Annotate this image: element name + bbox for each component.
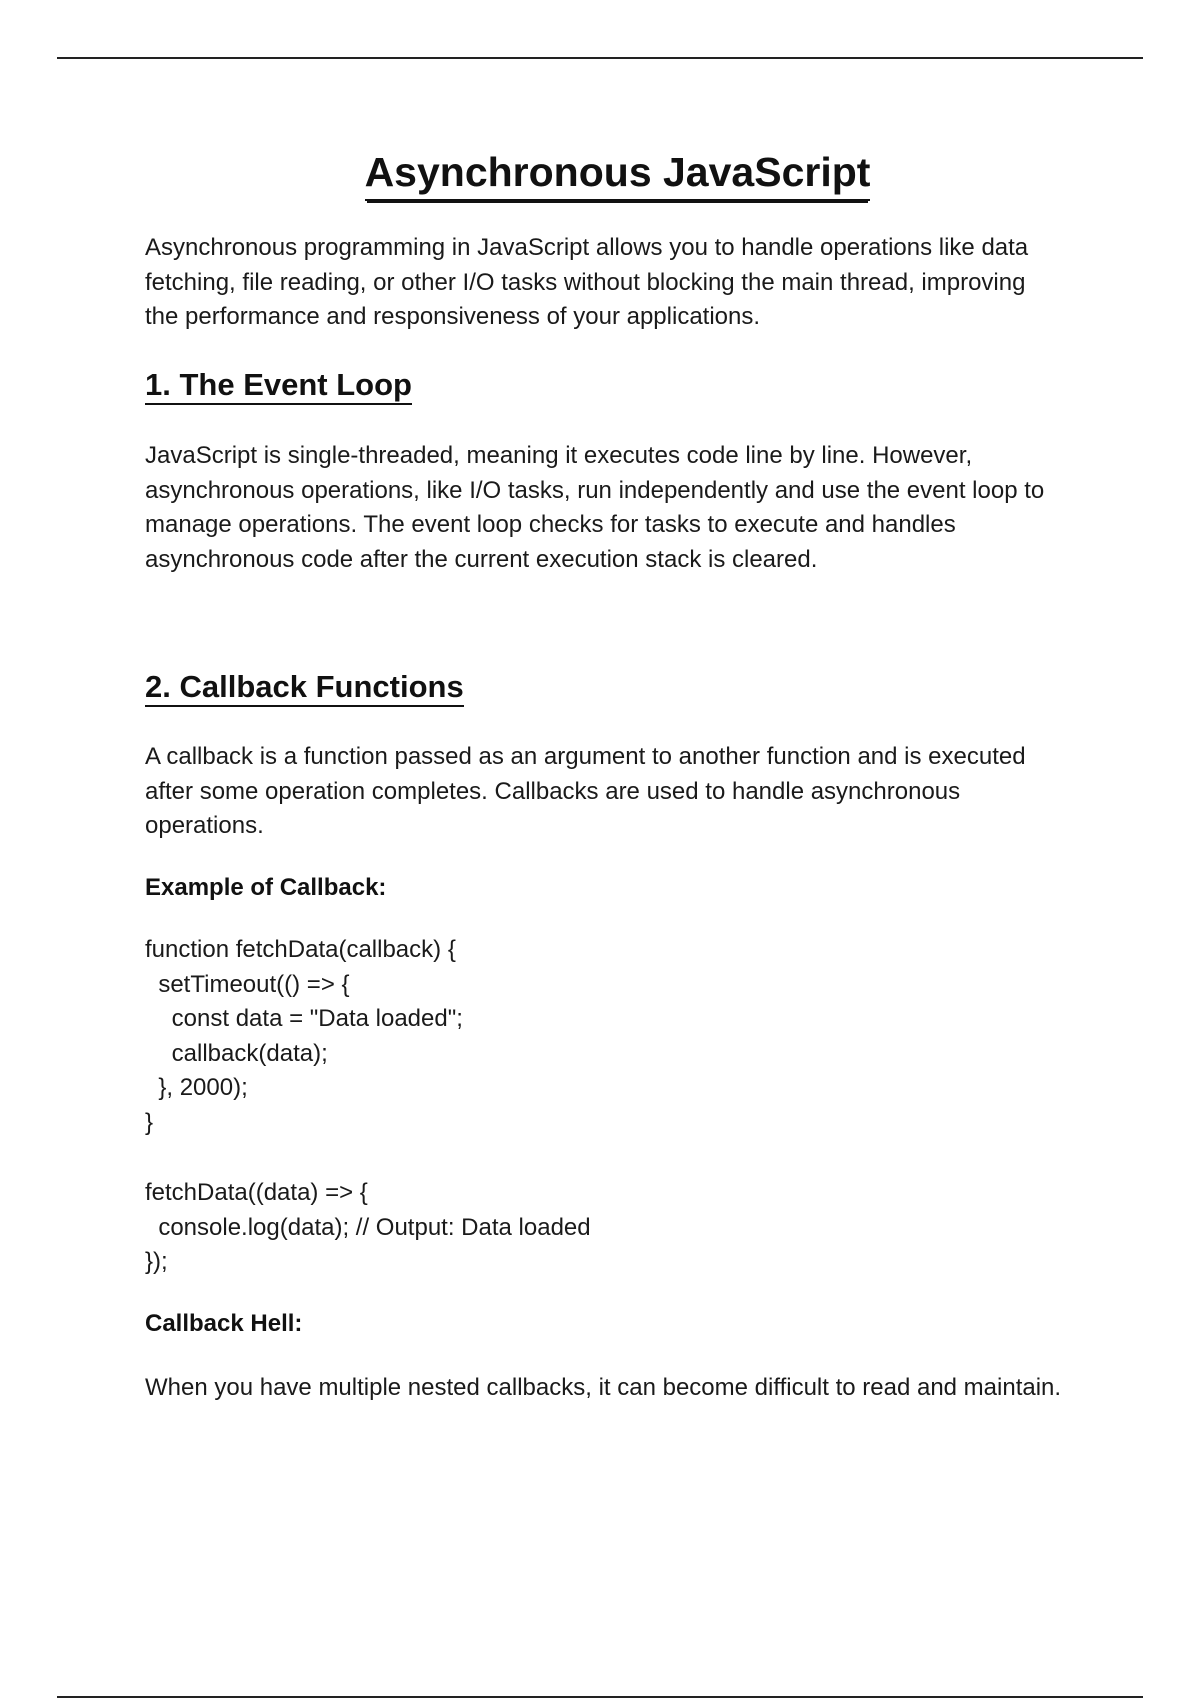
intro-paragraph-container	[145, 231, 1065, 335]
event-loop-paragraph: JavaScript is single-threaded, meaning it executes code line by line. However, asynchronous operations, like I/O tasks, run independently and use the event loop to manage operations. The event loop checks for tasks to execute and handles asynchronous code after the current execution stack is cleared.	[145, 442, 1045, 573]
header-rule	[57, 57, 1143, 59]
section-heading-event-loop: 1. The Event Loop	[145, 366, 1065, 403]
section-callbacks-body-container	[145, 740, 1065, 844]
example-label: Example of Callback:	[145, 874, 387, 901]
callback-hell-paragraph: When you have multiple nested callbacks, it can become difficult to read and maintain.	[145, 1374, 1062, 1401]
section-event-loop-heading-container	[145, 366, 1065, 403]
code-block-fetchdata-definition: function fetchData(callback) { setTimeout(() => { const data = "Data loaded"; callback(data); }, 2000); }	[145, 936, 463, 1136]
section-heading-callbacks: 2. Callback Functions	[145, 668, 1065, 705]
callback-hell-body-container	[145, 1371, 1065, 1406]
page-title-text: Asynchronous JavaScript	[365, 148, 871, 201]
code-block-2-container	[145, 1176, 1065, 1280]
callback-hell-label-container	[145, 1307, 1065, 1341]
section-callbacks-heading-container	[145, 668, 1065, 705]
callback-hell-label: Callback Hell:	[145, 1310, 303, 1337]
intro-paragraph: Asynchronous programming in JavaScript allows you to handle operations like data fetching, file reading, or other I/O tasks without blocking the main thread, improving the performance and responsiveness of your applications.	[145, 234, 1029, 330]
callbacks-paragraph: A callback is a function passed as an argument to another function and is executed after some operation completes. Callbacks are used to handle asynchronous operations.	[145, 743, 1026, 839]
footer-rule	[57, 1696, 1143, 1698]
example-label-container	[145, 871, 1065, 905]
page-title	[0, 148, 1200, 201]
code-block-fetchdata-call: fetchData((data) => { console.log(data); // Output: Data loaded });	[145, 1179, 591, 1275]
code-block-1-container	[145, 933, 1065, 1140]
section-event-loop-body-container	[145, 439, 1065, 577]
